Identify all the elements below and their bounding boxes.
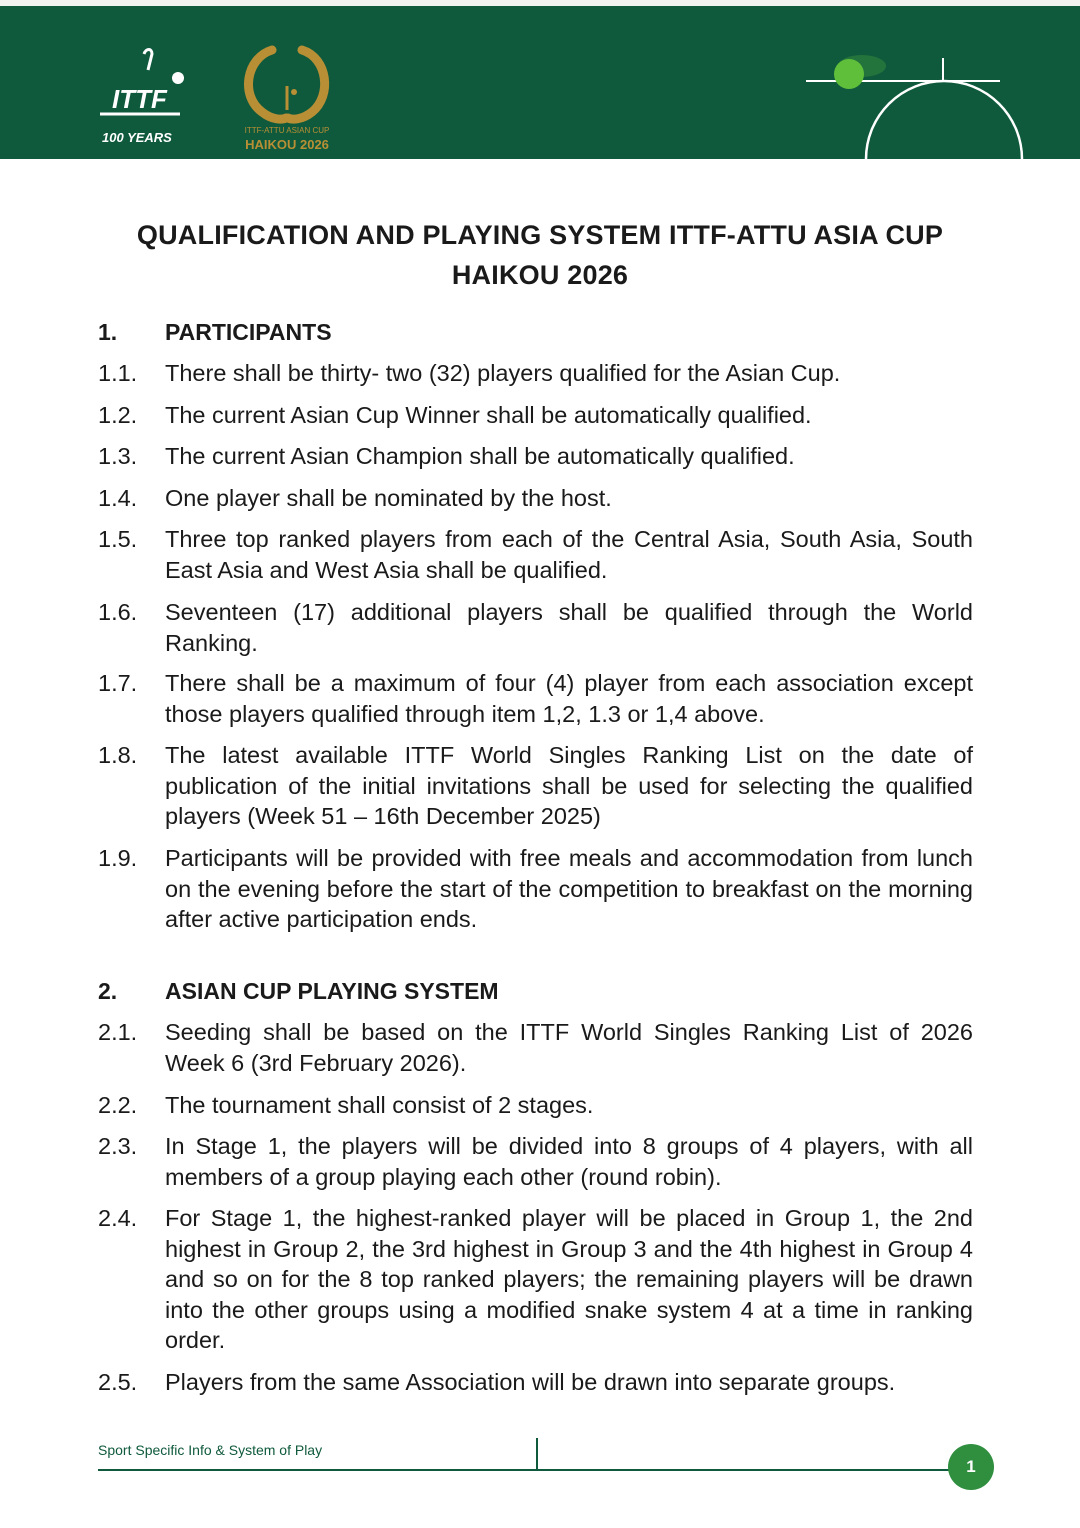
item-number: 2.3. [98,1133,138,1159]
court-lines-decoration [800,6,1080,159]
item-number: 1.5. [98,526,138,552]
item-number: 1.6. [98,599,138,625]
item-text: The current Asian Champion shall be automatically qualified. [165,443,795,469]
item-text: In Stage 1, the players will be divided into 8 groups of 4 players, with all members of a group playing each other (round robin). [165,1133,973,1190]
item-text: There shall be a maximum of four (4) player from each association except those players qualified through item 1,2, 1.3 or 1,4 above. [165,670,973,727]
section-title: PARTICIPANTS [165,319,332,345]
title-line-2: HAIKOU 2026 [451,260,629,290]
section-number: 1. [98,319,118,345]
item-text: Players from the same Association will be drawn into separate groups. [165,1369,896,1395]
item-number: 2.1. [98,1019,138,1045]
ittf-years-text: 100 YEARS [102,130,172,144]
item-text: Seventeen (17) additional players shall be qualified through the World Ranking. [165,599,973,656]
item-number: 1.8. [98,742,138,768]
item-text: The latest available ITTF World Singles Ranking List on the date of publication of the initial invitations shall be used for selecting the qualified players (Week 51 – 16th December 2025) [165,742,973,829]
item-number: 1.4. [98,485,138,511]
item-text: One player shall be nominated by the host. [165,485,612,511]
item-text: Participants will be provided with free meals and accommodation from lunch on the evening before the start of the competition to breakfast on the morning after active participation ends. [165,845,973,932]
item-text: The current Asian Cup Winner shall be automatically qualified. [165,402,812,428]
item-text: Seeding shall be based on the ITTF World Singles Ranking List of 2026 Week 6 (3rd February 2026). [165,1019,973,1076]
page-title [80,215,1000,295]
title-line-1: QUALIFICATION AND PLAYING SYSTEM ITTF-ATTU ASIA CUP [136,220,944,250]
item-number: 2.4. [98,1205,138,1231]
item-text: Three top ranked players from each of the Central Asia, South Asia, South East Asia and West Asia shall be qualified. [165,526,973,583]
footer-label: Sport Specific Info & System of Play [98,1442,323,1458]
item-number: 2.2. [98,1092,138,1118]
item-number: 1.2. [98,402,138,428]
footer-rule [98,1469,958,1471]
item-text: There shall be thirty- two (32) players qualified for the Asian Cup. [165,360,841,386]
item-number: 1.9. [98,845,138,871]
ittf-100-years-logo [100,44,190,144]
ittf-logo-text: ITTF [112,84,167,114]
footer-divider-tick [536,1438,538,1471]
item-number: 1.1. [98,360,138,386]
item-text: For Stage 1, the highest-ranked player will be placed in Group 1, the 2nd highest in Group 2, the 3rd highest in Group 3 and the 4th highest in Group 4 and so on for the 8 top ranked players; the remaining players will be drawn into the other groups using a modified snake system 4 at a time in ranking order. [165,1205,973,1353]
section-title: ASIAN CUP PLAYING SYSTEM [165,978,499,1004]
header-banner [0,6,1080,159]
item-number: 1.7. [98,670,138,696]
page-number-badge: 1 [948,1444,994,1490]
item-number: 2.5. [98,1369,138,1395]
ball-icon [834,59,864,89]
cup-logo-line1: ITTF-ATTU ASIAN CUP [244,126,330,135]
item-number: 1.3. [98,443,138,469]
section-number: 2. [98,978,118,1004]
cup-logo-line2: HAIKOU 2026 [245,137,329,152]
item-text: The tournament shall consist of 2 stages. [165,1092,594,1118]
asian-cup-haikou-logo [232,40,342,155]
